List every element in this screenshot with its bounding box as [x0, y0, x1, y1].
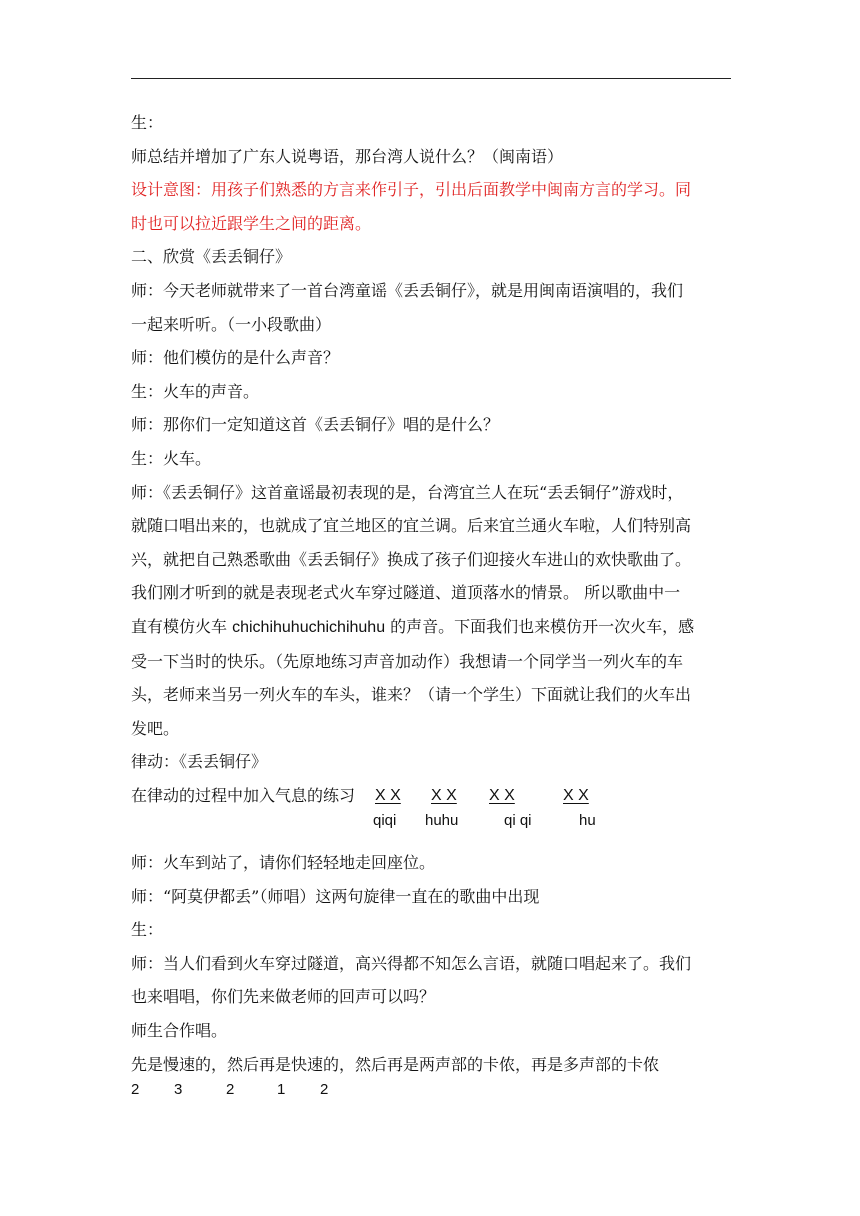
syllable-text: qi qi: [504, 812, 532, 830]
text-line: 我们刚才听到的就是表现老式火车穿过隧道、道顶落水的情景。 所以歌曲中一: [131, 583, 681, 603]
text-line: 受一下当时的快乐。（先原地练习声音加动作）我想请一个同学当一列火车的车: [131, 651, 684, 671]
text-line: [131, 610, 731, 645]
text-line: 师：《丢丢铜仔》这首童谣最初表现的是，台湾宜兰人在玩“丢丢铜仔”游戏时，: [131, 482, 684, 502]
melody-notes-row: [131, 1081, 731, 1115]
syllable-text: qiqi: [373, 812, 397, 830]
header-rule: [131, 78, 731, 79]
note-number: 2: [131, 1081, 140, 1099]
breath-exercise-row: [131, 779, 731, 813]
text-line: 师：火车到站了，请你们轻轻地走回座位。: [131, 853, 436, 873]
text-line: 兴，就把自己熟悉歌曲《丢丢铜仔》换成了孩子们迎接火车进山的欢快歌曲了。: [131, 549, 692, 569]
text-line: 头，老师来当另一列火车的车头，谁来？（请一个学生）下面就让我们的火车出: [131, 685, 692, 705]
document-body: [131, 106, 731, 1115]
rhythm-mark: X X: [563, 786, 589, 804]
text-line: 一起来听听。（一小段歌曲）: [131, 314, 332, 334]
text-line: 生：火车的声音。: [131, 381, 260, 401]
breath-exercise-label: 在律动的过程中加入气息的练习: [131, 785, 356, 805]
text-line: 师总结并增加了广东人说粤语，那台湾人说什么？（闽南语）: [131, 146, 564, 166]
text-line: 发吧。: [131, 718, 180, 738]
text-line: 生：火车。: [131, 448, 212, 468]
text-line: 先是慢速的，然后再是快速的，然后再是两声部的卡侬，再是多声部的卡侬: [131, 1054, 660, 1074]
text-line: 生：: [131, 113, 164, 132]
note-number: 2: [226, 1081, 235, 1099]
text-segment: 直有模仿火车: [131, 616, 233, 636]
note-number: 2: [320, 1081, 329, 1099]
rhythm-mark: X X: [489, 786, 515, 804]
text-line: 师：他们模仿的是什么声音？: [131, 348, 340, 368]
note-number: 3: [174, 1081, 183, 1099]
text-line: 师：当人们看到火车穿过隧道，高兴得都不知怎么言语，就随口唱起来了。我们: [131, 953, 692, 973]
breath-syllables-row: [131, 812, 731, 846]
note-number: 1: [277, 1081, 286, 1099]
text-segment: 的声音。下面我们也来模仿开一次火车，感: [385, 616, 695, 636]
section-heading: 二、欣赏《丢丢铜仔》: [131, 247, 292, 267]
text-line: 师生合作唱。: [131, 1021, 228, 1041]
text-line: 师：今天老师就带来了一首台湾童谣《丢丢铜仔》，就是用闽南语演唱的，我们: [131, 280, 684, 300]
onomatopoeia-text: chichihuhuchichihuhu: [232, 618, 386, 636]
text-line: 就随口唱出来的，也就成了宜兰地区的宜兰调。后来宜兰通火车啦，人们特别高: [131, 516, 692, 536]
design-intent-line: 时也可以拉近跟学生之间的距离。: [131, 213, 372, 233]
design-intent-line: 设计意图：用孩子们熟悉的方言来作引子，引出后面教学中闽南方言的学习。同: [131, 180, 692, 200]
rhythm-mark: X X: [375, 786, 401, 804]
text-line: 也来唱唱，你们先来做老师的回声可以吗？: [131, 987, 436, 1007]
rhythm-mark: X X: [431, 786, 457, 804]
text-line: 师：“阿莫伊都丢”（师唱）这两句旋律一直在的歌曲中出现: [131, 886, 540, 906]
text-line: 律动：《丢丢铜仔》: [131, 752, 268, 772]
syllable-text: hu: [579, 812, 596, 830]
text-line: 生：: [131, 920, 164, 940]
text-line: 师：那你们一定知道这首《丢丢铜仔》唱的是什么？: [131, 415, 500, 435]
syllable-text: huhu: [425, 812, 459, 830]
